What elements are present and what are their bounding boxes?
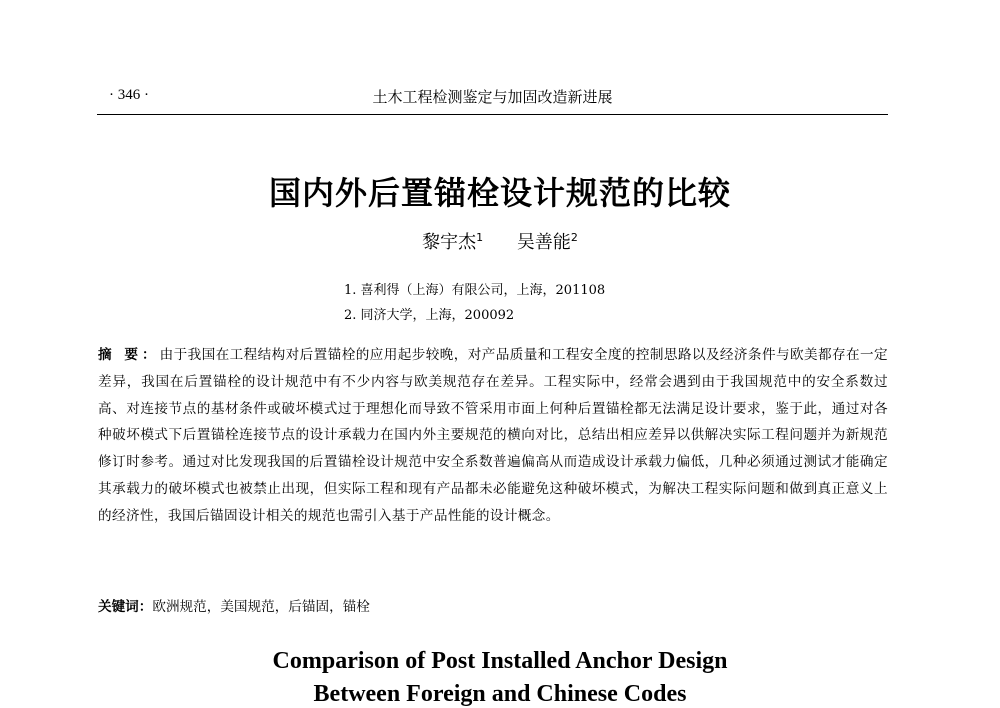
english-title bbox=[0, 648, 1000, 708]
affiliation-1: 1. 喜利得（上海）有限公司，上海，201108 bbox=[344, 283, 606, 298]
english-title-line-1: Comparison of Post Installed Anchor Design bbox=[272, 648, 728, 674]
abstract-text: 由于我国在工程结构对后置锚栓的应用起步较晚，对产品质量和工程安全度的控制思路以及经济条件与欧美都存在一定差异，我国在后置锚栓的设计规范中有不少内容与欧美规范存在差异。工程实际中，经常会遇到由于我国规范中的安全系数过高、对连接节点的基材条件或破坏模式过于理想化而导致不管采用市面上何种后置锚栓都无法满足设计要求，鉴于此，通过对各种破坏模式下后置锚栓连接节点的设计承载力在国内外主要规范的横向对比，总结出相应差异以供解决实际工程问题并为新规范修订时参考。通过对比发现我国的后置锚栓设计规范中安全系数普遍偏高从而造成设计承载力偏低，几种必须通过测试才能确定其承载力的破坏模式也被禁止出现，但实际工程和现有产品都未必能避免这种破坏模式，为解决工程实际问题和做到真正意义上的经济性，我国后锚固设计相关的规范也需引入基于产品性能的设计概念。 bbox=[98, 347, 889, 524]
page-number: · 346 · bbox=[109, 87, 149, 103]
author-name: 吴善能 bbox=[516, 232, 571, 253]
affiliation-2: 2. 同济大学，上海，200092 bbox=[344, 308, 515, 323]
paper-title: 国内外后置锚栓设计规范的比较 bbox=[268, 174, 731, 212]
author bbox=[517, 232, 578, 253]
running-header bbox=[97, 84, 888, 115]
keywords bbox=[98, 595, 888, 615]
author-name: 黎宇杰 bbox=[422, 232, 477, 253]
keywords-text: 欧洲规范，美国规范，后锚固，锚栓 bbox=[152, 599, 370, 615]
journal-title: 土木工程检测鉴定与加固改造新进展 bbox=[372, 88, 613, 106]
author bbox=[422, 232, 483, 253]
author-list bbox=[0, 228, 1000, 254]
keywords-label: 关键词： bbox=[98, 599, 153, 615]
abstract bbox=[98, 342, 888, 530]
abstract-label: 摘 要： bbox=[98, 347, 160, 363]
author-affiliation-mark: 1 bbox=[476, 231, 484, 244]
english-title-line-2: Between Foreign and Chinese Codes bbox=[313, 681, 687, 707]
author-affiliation-mark: 2 bbox=[570, 231, 578, 244]
